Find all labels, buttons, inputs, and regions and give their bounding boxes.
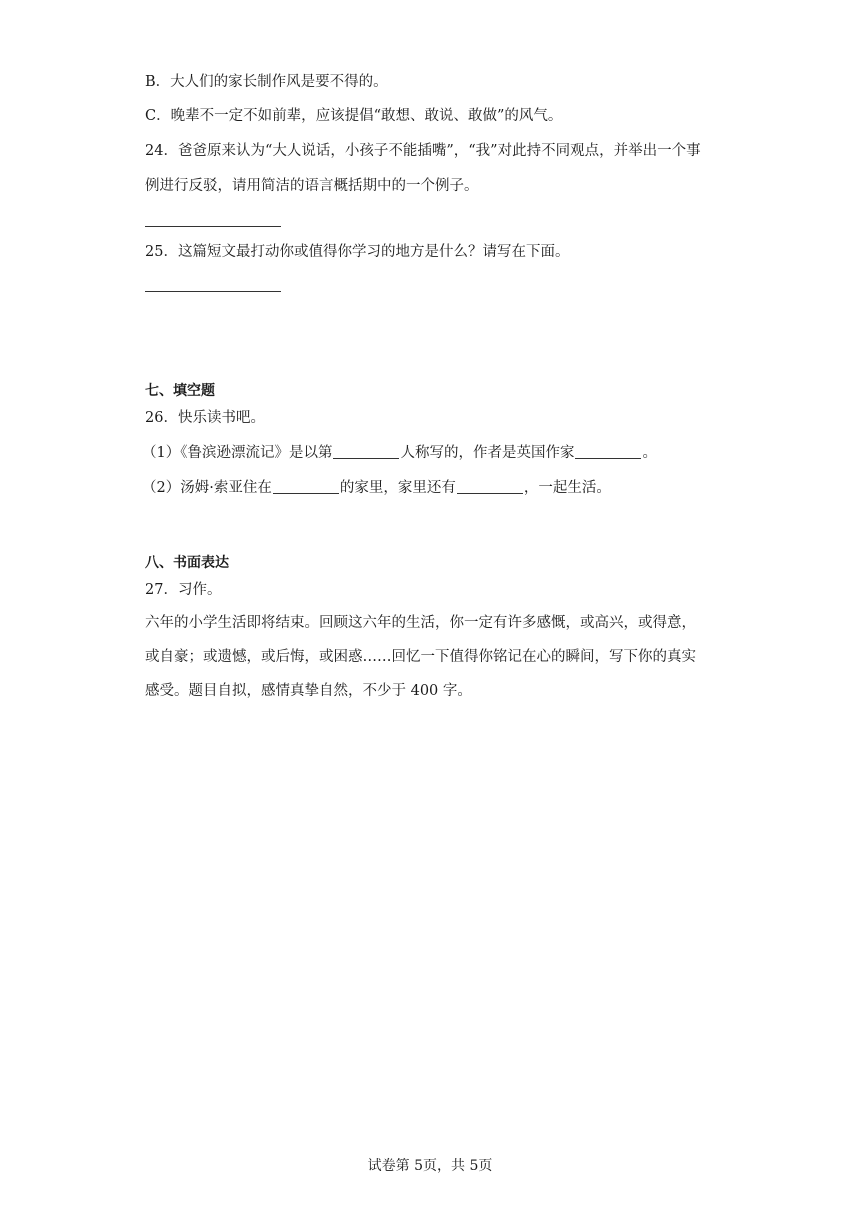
option-b: B．大人们的家长制作风是要不得的。	[145, 74, 388, 90]
item-2-text-c: ，一起生活。	[523, 480, 611, 496]
option-c: C．晚辈不一定不如前辈，应该提倡“敢想、敢说、敢做”的风气。	[145, 108, 563, 124]
item-1-text-a: （1）《鲁滨逊漂流记》是以第	[142, 445, 333, 461]
question-26-item-1	[142, 443, 657, 463]
essay-prompt-line2: 或自豪；或遗憾，或后悔，或困惑……回忆一下值得你铭记在心的瞬间，写下你的真实	[145, 649, 696, 665]
section-8-heading: 八、书面表达	[145, 555, 229, 571]
question-26: 26．快乐读书吧。	[145, 410, 265, 426]
answer-line-24[interactable]	[145, 226, 281, 227]
essay-prompt-line3: 感受。题目自拟，感情真挚自然，不少于 400 字。	[145, 683, 472, 699]
answer-line-25[interactable]	[145, 291, 281, 292]
item-1-text-b: 人称写的，作者是英国作家	[400, 445, 575, 461]
question-25: 25．这篇短文最打动你或值得你学习的地方是什么？请写在下面。	[145, 244, 570, 260]
question-24-line2: 例进行反驳，请用简洁的语言概括期中的一个例子。	[145, 178, 479, 194]
blank-author[interactable]	[575, 444, 641, 459]
blank-narrative-person[interactable]	[333, 444, 399, 459]
item-2-text-a: （2）汤姆·索亚住在	[142, 480, 272, 496]
blank-family-members[interactable]	[457, 479, 523, 494]
section-7-heading: 七、填空题	[145, 383, 215, 399]
essay-prompt-line1: 六年的小学生活即将结束。回顾这六年的生活，你一定有许多感慨，或高兴，或得意，	[145, 615, 696, 631]
item-1-text-c: 。	[642, 445, 657, 461]
page-footer: 试卷第 5页，共 5页	[367, 1158, 493, 1174]
blank-residence[interactable]	[273, 479, 339, 494]
item-2-text-b: 的家里，家里还有	[339, 480, 456, 496]
question-27: 27．习作。	[145, 582, 222, 598]
question-24-line1: 24．爸爸原来认为“大人说话，小孩子不能插嘴”，“我”对此持不同观点，并举出一个事	[145, 143, 701, 159]
question-26-item-2	[142, 478, 611, 498]
